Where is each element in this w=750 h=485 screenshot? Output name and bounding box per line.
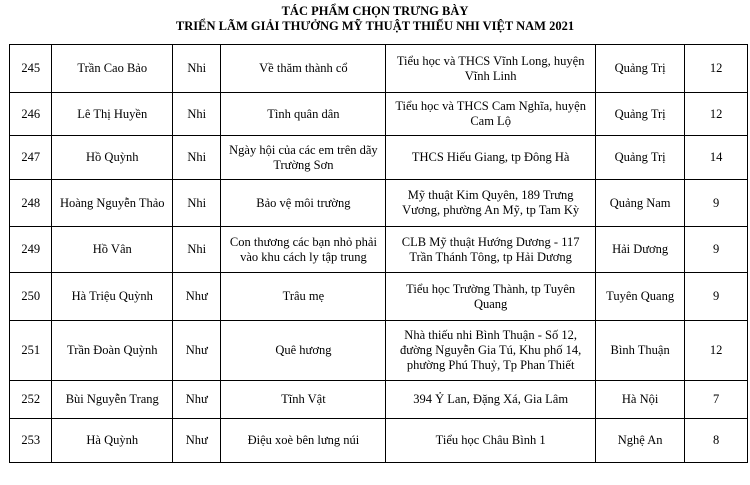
cell-title: Quê hương xyxy=(221,321,386,381)
cell-name: Hồ Quỳnh xyxy=(52,136,173,180)
cell-group: Như xyxy=(173,321,221,381)
cell-province: Nghệ An xyxy=(595,419,684,463)
cell-group: Nhi xyxy=(173,45,221,93)
cell-age: 8 xyxy=(685,419,748,463)
cell-province: Quảng Trị xyxy=(595,93,684,136)
cell-name: Hà Quỳnh xyxy=(52,419,173,463)
table-row xyxy=(10,93,748,136)
cell-title: Điệu xoè bên lưng núi xyxy=(221,419,386,463)
cell-number: 246 xyxy=(10,93,52,136)
cell-group: Như xyxy=(173,419,221,463)
cell-age: 9 xyxy=(685,180,748,227)
cell-name: Lê Thị Huyền xyxy=(52,93,173,136)
cell-number: 250 xyxy=(10,273,52,321)
cell-title: Bảo vệ môi trường xyxy=(221,180,386,227)
table-row xyxy=(10,180,748,227)
header-title-line2: TRIỂN LÃM GIẢI THƯỞNG MỸ THUẬT THIẾU NHI VIỆT NAM 2021 xyxy=(175,19,575,33)
cell-number: 252 xyxy=(10,381,52,419)
cell-school: Nhà thiếu nhi Bình Thuận - Số 12, đường Nguyễn Gia Tú, Khu phố 14, phường Phú Thuỷ, Tp Phan Thiết xyxy=(386,321,596,381)
table-row xyxy=(10,419,748,463)
cell-age: 12 xyxy=(685,321,748,381)
cell-number: 245 xyxy=(10,45,52,93)
cell-age: 9 xyxy=(685,227,748,273)
cell-title: Con thương các bạn nhỏ phải vào khu cách ly tập trung xyxy=(221,227,386,273)
cell-province: Quảng Trị xyxy=(595,45,684,93)
cell-school: Tiểu học Trường Thành, tp Tuyên Quang xyxy=(386,273,596,321)
cell-number: 253 xyxy=(10,419,52,463)
cell-province: Quảng Trị xyxy=(595,136,684,180)
cell-school: Tiểu học và THCS Cam Nghĩa, huyện Cam Lộ xyxy=(386,93,596,136)
cell-group: Nhi xyxy=(173,180,221,227)
cell-school: Tiểu học Châu Bình 1 xyxy=(386,419,596,463)
cell-age: 12 xyxy=(685,45,748,93)
table-row xyxy=(10,273,748,321)
table-row xyxy=(10,321,748,381)
cell-province: Hải Dương xyxy=(595,227,684,273)
cell-name: Trần Đoàn Quỳnh xyxy=(52,321,173,381)
cell-title: Về thăm thành cổ xyxy=(221,45,386,93)
cell-name: Hà Triệu Quỳnh xyxy=(52,273,173,321)
cell-province: Bình Thuận xyxy=(595,321,684,381)
cell-title: Tình quân dân xyxy=(221,93,386,136)
cell-number: 249 xyxy=(10,227,52,273)
artwork-table xyxy=(9,44,748,463)
cell-province: Tuyên Quang xyxy=(595,273,684,321)
cell-group: Nhi xyxy=(173,136,221,180)
table-row xyxy=(10,45,748,93)
table-row xyxy=(10,227,748,273)
cell-group: Như xyxy=(173,273,221,321)
cell-province: Quảng Nam xyxy=(595,180,684,227)
cell-group: Như xyxy=(173,381,221,419)
cell-number: 247 xyxy=(10,136,52,180)
cell-school: 394 Ỷ Lan, Đặng Xá, Gia Lâm xyxy=(386,381,596,419)
cell-title: Ngày hội của các em trên dãy Trường Sơn xyxy=(221,136,386,180)
cell-number: 251 xyxy=(10,321,52,381)
cell-number: 248 xyxy=(10,180,52,227)
cell-school: Tiểu học và THCS Vĩnh Long, huyện Vĩnh Linh xyxy=(386,45,596,93)
cell-age: 12 xyxy=(685,93,748,136)
table-row xyxy=(10,136,748,180)
cell-name: Trần Cao Bảo xyxy=(52,45,173,93)
table-row xyxy=(10,381,748,419)
cell-school: CLB Mỹ thuật Hướng Dương - 117 Trần Thánh Tông, tp Hải Dương xyxy=(386,227,596,273)
document-header xyxy=(0,0,750,34)
cell-school: THCS Hiếu Giang, tp Đông Hà xyxy=(386,136,596,180)
cell-group: Nhi xyxy=(173,93,221,136)
cell-school: Mỹ thuật Kim Quyên, 189 Trưng Vương, phường An Mỹ, tp Tam Kỳ xyxy=(386,180,596,227)
cell-title: Tĩnh Vật xyxy=(221,381,386,419)
cell-name: Bùi Nguyễn Trang xyxy=(52,381,173,419)
cell-name: Hồ Vân xyxy=(52,227,173,273)
cell-name: Hoàng Nguyễn Thảo xyxy=(52,180,173,227)
cell-province: Hà Nội xyxy=(595,381,684,419)
cell-age: 9 xyxy=(685,273,748,321)
cell-age: 7 xyxy=(685,381,748,419)
cell-title: Trâu mẹ xyxy=(221,273,386,321)
header-title-line1: TÁC PHẨM CHỌN TRƯNG BÀY xyxy=(281,4,469,18)
cell-age: 14 xyxy=(685,136,748,180)
cell-group: Nhi xyxy=(173,227,221,273)
